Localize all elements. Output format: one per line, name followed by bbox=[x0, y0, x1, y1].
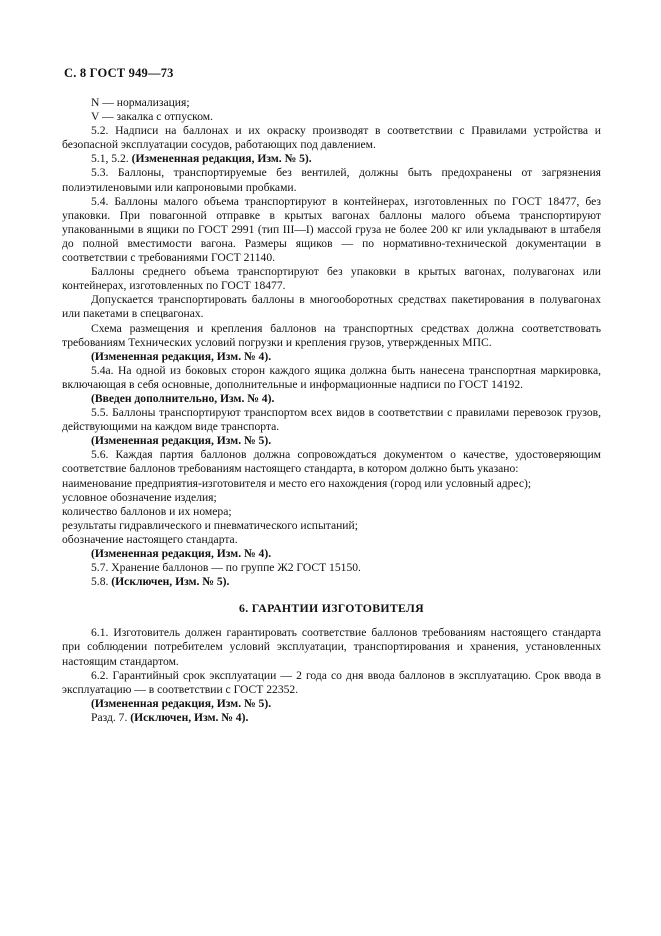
amendment-note bbox=[62, 575, 601, 589]
paragraph: 5.4. Баллоны малого объема транспортируют в контейнерах, изготовленных по ГОСТ 18477, без упаковки. При повагонной отправке в крытых вагонах баллоны малого объема транспортируют упакованными в ящики по ГОСТ 2991 (тип III—I) массой груза не более 200 кг или укладывают в штабеля до полной вместимости вагона. Размеры ящиков — по нормативно-технической документации в соответствии с требованиями ГОСТ 21140. bbox=[62, 194, 602, 265]
page-header: С. 8 ГОСТ 949—73 bbox=[64, 66, 174, 80]
paragraph: 6.1. Изготовитель должен гарантировать соответствие баллонов требованиям настоящего стандарта при соблюдении потребителем условий эксплуатации, транспортирования и хранения, установленных настоящим стандартом. bbox=[62, 626, 601, 668]
amendment-note: (Введен дополнительно, Изм. № 4). bbox=[91, 391, 275, 405]
paragraph: Схема размещения и крепления баллонов на транспортных средствах должна соответствовать требованиям Технических условий погрузки и крепления грузов, утвержденных МПС. bbox=[62, 321, 601, 349]
amendment-note bbox=[62, 152, 601, 166]
list-item: результаты гидравлического и пневматического испытаний; bbox=[62, 518, 358, 532]
amendment-note: (Измененная редакция, Изм. № 4). bbox=[91, 349, 272, 363]
amendment-label: (Измененная редакция, Изм. № 5). bbox=[131, 152, 312, 166]
paragraph: 5.7. Хранение баллонов — по группе Ж2 ГОСТ 15150. bbox=[91, 561, 361, 575]
paragraph: N — нормализация; bbox=[91, 96, 190, 109]
list-item: обозначение настоящего стандарта. bbox=[62, 532, 238, 546]
amendment-prefix: 5.1, 5.2. bbox=[91, 152, 132, 166]
amendment-note: (Измененная редакция, Изм. № 4). bbox=[91, 547, 272, 560]
amendment-label: (Исключен, Изм. № 4). bbox=[130, 710, 249, 724]
section-title: 6. ГАРАНТИИ ИЗГОТОВИТЕЛЯ bbox=[239, 601, 424, 616]
document-body bbox=[62, 96, 601, 725]
paragraph: 5.2. Надписи на баллонах и их окраску производят в соответствии с Правилами устройства и безопасной эксплуатации сосудов, работающих под давлением. bbox=[62, 124, 601, 152]
paragraph: 5.3. Баллоны, транспортируемые без вентилей, должны быть предохранены от загрязнения полиэтиленовыми или капроновыми пробками. bbox=[62, 166, 601, 194]
amendment-note: (Измененная редакция, Изм. № 5). bbox=[91, 696, 272, 710]
paragraph: Баллоны среднего объема транспортируют без упаковки в крытых вагонах, полувагонах или контейнерах, изготовленных по ГОСТ 18477. bbox=[62, 265, 601, 293]
paragraph: 5.4а. На одной из боковых сторон каждого ящика должна быть нанесена транспортная маркировка, включающая в себя основные, дополнительные и информационные надписи по ГОСТ 14192. bbox=[62, 363, 601, 391]
paragraph: 5.5. Баллоны транспортируют транспортом всех видов в соответствии с правилами перевозок грузов, действующими на каждом виде транспорта. bbox=[62, 406, 601, 434]
amendment-note: (Измененная редакция, Изм. № 5). bbox=[91, 434, 272, 448]
list-item: наименование предприятия-изготовителя и место его нахождения (город или условный адрес); bbox=[62, 476, 532, 490]
paragraph: 5.6. Каждая партия баллонов должна сопровождаться документом о качестве, удостоверяющим соответствие баллонов требованиям настоящего стандарта, в котором должно быть указано: bbox=[62, 448, 601, 476]
amendment-note bbox=[62, 711, 601, 725]
amendment-prefix: Разд. 7. bbox=[91, 710, 131, 724]
amendment-label: (Исключен, Изм. № 5). bbox=[111, 575, 230, 589]
paragraph: Допускается транспортировать баллоны в многооборотных средствах пакетирования в полувагонах или пакетами в спецвагонах. bbox=[62, 293, 601, 321]
amendment-prefix: 5.8. bbox=[91, 575, 112, 589]
paragraph: V — закалка с отпуском. bbox=[91, 110, 214, 124]
list-item: количество баллонов и их номера; bbox=[62, 504, 232, 518]
list-item: условное обозначение изделия; bbox=[62, 490, 217, 504]
paragraph: 6.2. Гарантийный срок эксплуатации — 2 года со дня ввода баллонов в эксплуатацию. Срок ввода в эксплуатацию — в соответствии с ГОСТ 22352. bbox=[62, 668, 601, 696]
